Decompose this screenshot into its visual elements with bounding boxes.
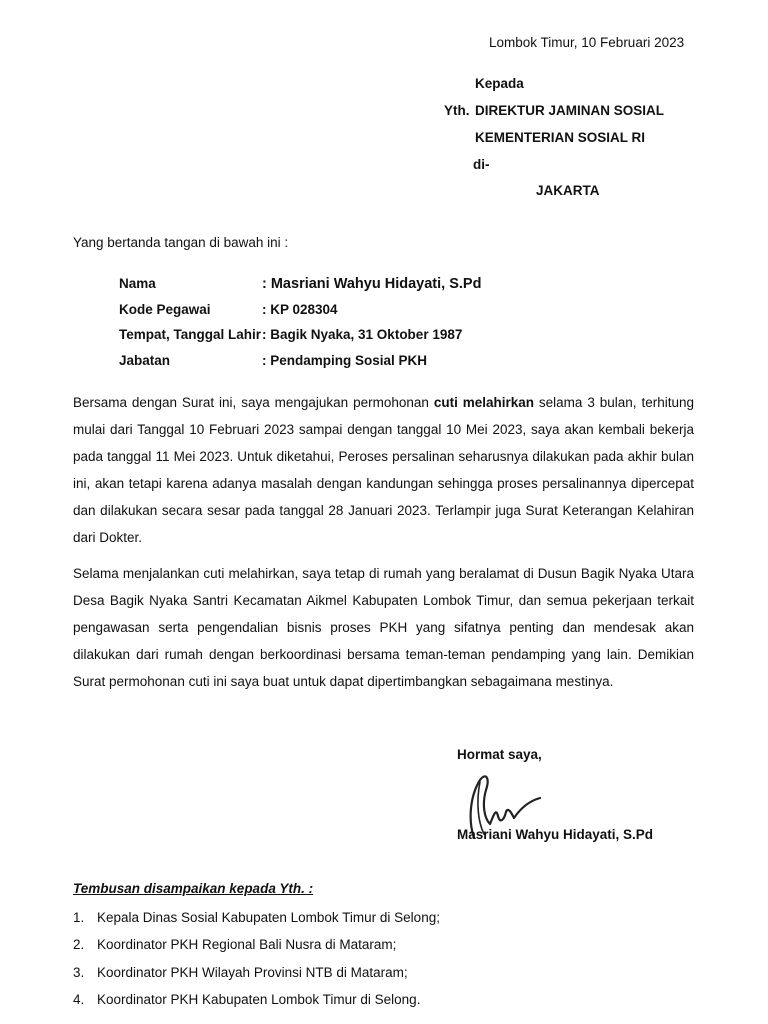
place-date: Lombok Timur, 10 Februari 2023 xyxy=(489,35,685,50)
field-value: : Masriani Wahyu Hidayati, S.Pd xyxy=(262,275,482,292)
cc-title: Tembusan disampaikan kepada Yth. : xyxy=(73,881,314,896)
para1-emphasis: cuti melahirkan xyxy=(433,395,535,410)
field-label: Nama xyxy=(119,276,156,292)
para1-text-start: Bersama dengan Surat ini, saya mengajukan permohonan xyxy=(73,395,434,410)
field-row-position xyxy=(119,348,481,374)
identity-fields xyxy=(119,271,481,373)
list-item xyxy=(73,959,440,986)
recipient-di: di- xyxy=(473,157,490,172)
closing-salutation: Hormat saya, xyxy=(457,747,542,762)
signer-name: Masriani Wahyu Hidayati, S.Pd xyxy=(457,827,654,842)
field-value: : Bagik Nyaka, 31 Oktober 1987 xyxy=(262,327,463,343)
list-text: Kepala Dinas Sosial Kabupaten Lombok Timur di Selong; xyxy=(97,910,440,926)
list-text: Koordinator PKH Regional Bali Nusra di Mataram; xyxy=(97,937,397,953)
recipient-kepada: Kepada xyxy=(475,76,524,91)
recipient-line1: DIREKTUR JAMINAN SOSIAL xyxy=(475,103,665,118)
list-item xyxy=(73,904,440,931)
field-label: Jabatan xyxy=(119,352,171,368)
list-number: 4. xyxy=(73,992,85,1008)
recipient-city: JAKARTA xyxy=(536,183,600,198)
list-number: 3. xyxy=(73,964,85,980)
list-text: Koordinator PKH Wilayah Provinsi NTB di Mataram; xyxy=(97,964,408,980)
list-number: 2. xyxy=(73,937,85,953)
para1-text-end: selama 3 bulan, terhitung mulai dari Tanggal 10 Februari 2023 sampai dengan tanggal 10 Mei 2023, saya akan kembali bekerja pada tanggal 11 Mei 2023. Untuk diketahui, Peroses persalinan seharusnya dilakukan pada akhir bulan ini, akan tetapi karena adanya masalah dengan kandungan sehingga proses persalinannya dipercepat dan dilakukan secara sesar pada tanggal 28 Januari 2023. Terlampir juga Surat Keterangan Kelahiran dari Dokter. xyxy=(73,395,694,545)
cc-list xyxy=(73,904,440,1013)
field-row-employee-code xyxy=(119,297,481,323)
body-paragraph-2: Selama menjalankan cuti melahirkan, saya tetap di rumah yang beralamat di Dusun Bagik Nyaka Utara Desa Bagik Nyaka Santri Kecamatan Aikmel Kabupaten Lombok Timur, dan semua pekerjaan terkait pengawasan serta pengendalian bisnis proses PKH yang sifatnya penting dan mendesak akan dilakukan dari rumah dengan berkoordinasi bersama teman-teman pendamping yang lain. Demikian Surat permohonan cuti ini saya buat untuk dapat dipertimbangkan sebagaimana mestinya. xyxy=(73,566,694,689)
opening-line: Yang bertanda tangan di bawah ini : xyxy=(73,235,289,250)
recipient-line2: KEMENTERIAN SOSIAL RI xyxy=(475,130,646,145)
list-text: Koordinator PKH Kabupaten Lombok Timur di Selong. xyxy=(97,992,421,1008)
field-label: Kode Pegawai xyxy=(119,301,211,317)
list-number: 1. xyxy=(73,910,85,926)
list-item xyxy=(73,986,440,1013)
list-item xyxy=(73,931,440,958)
field-row-name xyxy=(119,271,481,297)
body-paragraph-1 xyxy=(73,389,694,551)
recipient-yth: Yth. xyxy=(444,103,470,118)
field-label: Tempat, Tanggal Lahir xyxy=(119,327,262,343)
field-value: : Pendamping Sosial PKH xyxy=(262,352,428,368)
field-value: : KP 028304 xyxy=(262,301,338,317)
field-row-birth xyxy=(119,322,481,348)
